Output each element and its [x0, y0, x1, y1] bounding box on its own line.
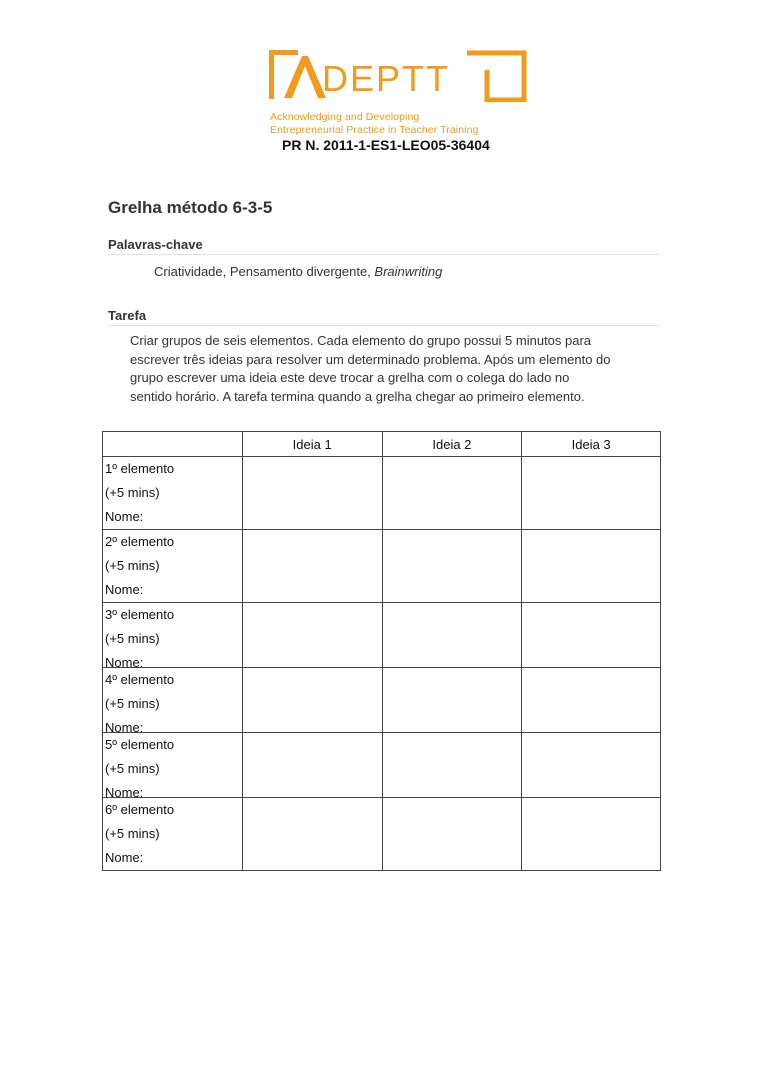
- element-time: (+5 mins): [105, 826, 160, 841]
- task-line: escrever três ideias para resolver um determinado problema. Após um elemento do: [130, 351, 611, 367]
- element-name-label: Nome:: [105, 785, 144, 800]
- idea-cell[interactable]: [382, 603, 522, 668]
- element-label: 3º elemento: [105, 607, 175, 622]
- idea-cell[interactable]: [242, 457, 382, 530]
- header-ideia-1: Ideia 1: [242, 432, 382, 457]
- element-label: 1º elemento: [105, 461, 175, 476]
- idea-cell[interactable]: [382, 457, 522, 530]
- idea-cell[interactable]: [522, 530, 661, 603]
- idea-cell[interactable]: [522, 457, 661, 530]
- table-row: [103, 668, 661, 733]
- element-label: 5º elemento: [105, 737, 175, 752]
- idea-cell[interactable]: [382, 530, 522, 603]
- element-cell: [103, 733, 243, 798]
- keywords-text: [154, 264, 442, 279]
- element-name-label: Nome:: [105, 509, 144, 524]
- element-cell: [103, 798, 243, 871]
- element-label: 4º elemento: [105, 672, 175, 687]
- element-name-label: Nome:: [105, 850, 144, 865]
- ideas-grid-table: [102, 431, 661, 871]
- idea-cell[interactable]: [242, 668, 382, 733]
- element-time: (+5 mins): [105, 558, 160, 573]
- logo-frame-right: [467, 50, 527, 102]
- task-line: sentido horário. A tarefa termina quando a grelha chegar ao primeiro elemento.: [130, 388, 585, 404]
- task-line: Criar grupos de seis elementos. Cada elemento do grupo possui 5 minutos para: [130, 333, 592, 348]
- element-name-label: Nome:: [105, 582, 144, 597]
- idea-cell[interactable]: [242, 798, 382, 871]
- idea-cell[interactable]: [382, 798, 522, 871]
- element-cell: [103, 603, 243, 668]
- adeptt-logo: [242, 44, 538, 140]
- logo-tagline-line1: Acknowledging and Developing: [270, 111, 420, 123]
- table-header-row: [103, 432, 661, 457]
- element-name-label: Nome:: [105, 720, 144, 735]
- keywords-italic: Brainwriting: [374, 264, 443, 279]
- idea-cell[interactable]: [522, 798, 661, 871]
- element-time: (+5 mins): [105, 696, 160, 711]
- header-cell-empty: [103, 432, 243, 457]
- task-description: [130, 332, 658, 406]
- idea-cell[interactable]: [382, 733, 522, 798]
- idea-cell[interactable]: [522, 668, 661, 733]
- table-row: [103, 603, 661, 668]
- keywords-divider: [108, 254, 660, 255]
- element-time: (+5 mins): [105, 485, 160, 500]
- table-row: [103, 733, 661, 798]
- logo-tagline-line2: Entrepreneurial Practice in Teacher Training: [270, 124, 479, 136]
- idea-cell[interactable]: [522, 603, 661, 668]
- idea-cell[interactable]: [242, 530, 382, 603]
- keywords-plain: Criatividade, Pensamento divergente,: [154, 264, 375, 279]
- element-time: (+5 mins): [105, 631, 160, 646]
- task-divider: [108, 325, 660, 326]
- logo-letter-a: [282, 52, 326, 100]
- element-label: 2º elemento: [105, 534, 175, 549]
- task-heading: Tarefa: [108, 308, 147, 323]
- idea-cell[interactable]: [242, 603, 382, 668]
- idea-cell[interactable]: [522, 733, 661, 798]
- header-ideia-3: Ideia 3: [522, 432, 661, 457]
- idea-cell[interactable]: [242, 733, 382, 798]
- table-row: [103, 530, 661, 603]
- project-number: PR N. 2011-1-ES1-LEO05-36404: [282, 137, 490, 153]
- logo-wordmark: DEPTT: [322, 58, 451, 99]
- element-cell: [103, 457, 243, 530]
- page-title: Grelha método 6-3-5: [108, 198, 273, 217]
- element-cell: [103, 530, 243, 603]
- header-ideia-2: Ideia 2: [382, 432, 522, 457]
- table-row: [103, 798, 661, 871]
- keywords-heading: Palavras-chave: [108, 237, 203, 252]
- element-time: (+5 mins): [105, 761, 160, 776]
- element-label: 6º elemento: [105, 802, 175, 817]
- idea-cell[interactable]: [382, 668, 522, 733]
- table-row: [103, 457, 661, 530]
- element-cell: [103, 668, 243, 733]
- element-name-label: Nome:: [105, 655, 144, 670]
- task-line: grupo escrever uma ideia este deve trocar a grelha com o colega do lado no: [130, 370, 570, 385]
